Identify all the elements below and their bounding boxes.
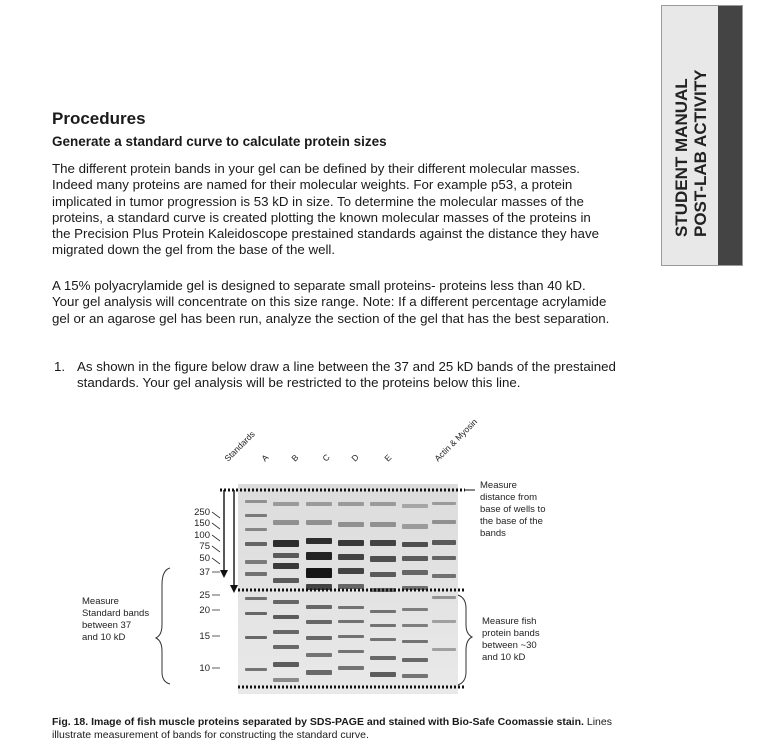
gel-band bbox=[338, 666, 364, 670]
gel-band bbox=[306, 670, 332, 675]
gel-band bbox=[338, 540, 364, 546]
gel-band bbox=[245, 560, 267, 564]
gel-band bbox=[306, 653, 332, 657]
gel-band bbox=[273, 578, 299, 583]
gel-band bbox=[245, 542, 267, 546]
lane-label: Standards bbox=[222, 428, 257, 464]
gel-band bbox=[306, 605, 332, 609]
lane-label: C bbox=[320, 452, 332, 464]
gel-band bbox=[245, 500, 267, 503]
marker-scale bbox=[194, 507, 220, 674]
gel-band bbox=[370, 656, 396, 660]
lane-label: E bbox=[382, 452, 394, 464]
gel-band bbox=[370, 556, 396, 562]
lane-label: B bbox=[289, 452, 301, 464]
gel-band bbox=[432, 520, 456, 524]
lane-label: Actin & Myosin bbox=[432, 416, 480, 464]
gel-band bbox=[402, 504, 428, 508]
gel-band bbox=[402, 624, 428, 627]
lane-labels bbox=[222, 416, 479, 463]
note-left: Measure Standard bands between 37 and 10 kD bbox=[82, 596, 150, 643]
paragraph-2: A 15% polyacrylamide gel is designed to separate small proteins- proteins less than 40 kD. Your gel analysis will concentrate on this size range. Note: If a different percentage acrylamide gel or an agarose gel has been run, analyze the section of the gel that has the best separation. bbox=[52, 278, 610, 326]
gel-band bbox=[273, 563, 299, 569]
gel-band bbox=[402, 674, 428, 678]
gel-band bbox=[306, 568, 332, 578]
gel-band bbox=[402, 608, 428, 611]
side-tab-label bbox=[672, 70, 710, 238]
gel-band bbox=[370, 572, 396, 577]
gel-band bbox=[370, 502, 396, 506]
gel-band bbox=[273, 600, 299, 604]
gel-band bbox=[432, 502, 456, 505]
marker-label-10: 10 bbox=[199, 663, 210, 674]
side-tab-line-1: STUDENT MANUAL bbox=[672, 78, 691, 237]
gel-band bbox=[273, 678, 299, 682]
gel-band bbox=[245, 597, 267, 600]
gel-band bbox=[338, 606, 364, 609]
measure-arrow-1-head bbox=[220, 570, 228, 578]
gel-band bbox=[432, 574, 456, 578]
gel-band bbox=[338, 502, 364, 506]
marker-tick bbox=[212, 523, 220, 529]
gel-band bbox=[402, 556, 428, 561]
gel-band bbox=[306, 552, 332, 560]
lane-label: A bbox=[259, 452, 271, 464]
gel-band bbox=[432, 596, 456, 599]
gel-band bbox=[273, 520, 299, 525]
gel-band bbox=[370, 624, 396, 627]
gel-band bbox=[338, 584, 364, 589]
figure-caption bbox=[52, 716, 612, 742]
marker-label-100: 100 bbox=[194, 530, 210, 541]
marker-label-50: 50 bbox=[199, 553, 210, 564]
marker-tick bbox=[212, 535, 220, 541]
gel-band bbox=[432, 556, 456, 560]
marker-label-25: 25 bbox=[199, 590, 210, 601]
gel-band bbox=[273, 553, 299, 558]
section-heading: Procedures bbox=[52, 109, 146, 128]
gel-band bbox=[402, 658, 428, 662]
gel-band bbox=[370, 672, 396, 677]
gel-band bbox=[273, 630, 299, 634]
lane-label: D bbox=[349, 452, 361, 464]
gel-band bbox=[338, 568, 364, 574]
gel-band bbox=[402, 542, 428, 547]
gel-band bbox=[432, 540, 456, 545]
marker-label-75: 75 bbox=[199, 541, 210, 552]
gel-band bbox=[245, 528, 267, 531]
gel-band bbox=[338, 522, 364, 527]
gel-band bbox=[245, 572, 267, 576]
gel-band bbox=[273, 645, 299, 649]
gel-band bbox=[432, 620, 456, 623]
gel-band bbox=[306, 538, 332, 544]
gel-band bbox=[245, 668, 267, 671]
gel-band bbox=[338, 620, 364, 623]
gel-band bbox=[402, 570, 428, 575]
gel-band bbox=[338, 635, 364, 638]
gel-band bbox=[370, 540, 396, 546]
caption-bold: Fig. 18. Image of fish muscle proteins separated by SDS-PAGE and stained with Bio-Safe Coomassie stain. bbox=[52, 716, 584, 728]
gel-band bbox=[306, 636, 332, 640]
gel-band bbox=[306, 502, 332, 506]
marker-tick bbox=[212, 558, 220, 564]
gel-band bbox=[245, 514, 267, 517]
gel-band bbox=[273, 615, 299, 619]
gel-band bbox=[370, 638, 396, 641]
gel-band bbox=[273, 662, 299, 667]
gel-band bbox=[273, 540, 299, 547]
gel-figure bbox=[70, 410, 610, 700]
marker-tick bbox=[212, 512, 220, 518]
paragraph-1: The different protein bands in your gel can be defined by their different molecular masses. Indeed many proteins are named for their molecular weights. For example p53, a protein implicated in tumor progression is 53 kD in size. To determine the molecular masses of the proteins, a standard curve is created plotting the known molecular masses of the proteins in the Precision Plus Protein Kaleidoscope prestained standards against the distance they have migrated down the gel from the base of the well. bbox=[52, 161, 599, 258]
gel-band bbox=[273, 502, 299, 506]
step-number: 1. bbox=[54, 359, 66, 374]
left-brace bbox=[156, 568, 170, 684]
marker-label-15: 15 bbox=[199, 631, 210, 642]
step-text: As shown in the figure below draw a line between the 37 and 25 kD bands of the prestained standards. Your gel analysis will be restricted to the proteins below this line. bbox=[77, 359, 616, 391]
right-brace bbox=[458, 595, 472, 685]
side-tab-bar bbox=[718, 6, 742, 265]
marker-label-250: 250 bbox=[194, 507, 210, 518]
gel-band bbox=[306, 620, 332, 624]
gel-band bbox=[245, 612, 267, 615]
marker-label-150: 150 bbox=[194, 518, 210, 529]
note-top-right: Measure distance from base of wells to the base of the bands bbox=[480, 480, 546, 539]
note-bottom-right: Measure fish protein bands between ~30 and 10 kD bbox=[482, 616, 540, 663]
gel-band bbox=[370, 610, 396, 613]
side-tab-line-2: POST-LAB ACTIVITY bbox=[691, 69, 710, 237]
marker-tick bbox=[212, 546, 220, 552]
gel-band bbox=[402, 640, 428, 643]
measure-arrow-2-head bbox=[230, 585, 238, 593]
caption-normal: Lines illustrate measurement of bands for constructing the standard curve. bbox=[52, 716, 612, 741]
marker-label-20: 20 bbox=[199, 605, 210, 616]
marker-label-37: 37 bbox=[199, 567, 210, 578]
gel-band bbox=[370, 522, 396, 527]
gel-band bbox=[432, 648, 456, 651]
gel-band bbox=[245, 636, 267, 639]
gel-band bbox=[402, 524, 428, 529]
gel-band bbox=[338, 554, 364, 560]
gel-band bbox=[306, 520, 332, 525]
section-subheading: Generate a standard curve to calculate protein sizes bbox=[52, 134, 387, 149]
gel-band bbox=[338, 650, 364, 653]
section-side-tab bbox=[661, 5, 743, 266]
